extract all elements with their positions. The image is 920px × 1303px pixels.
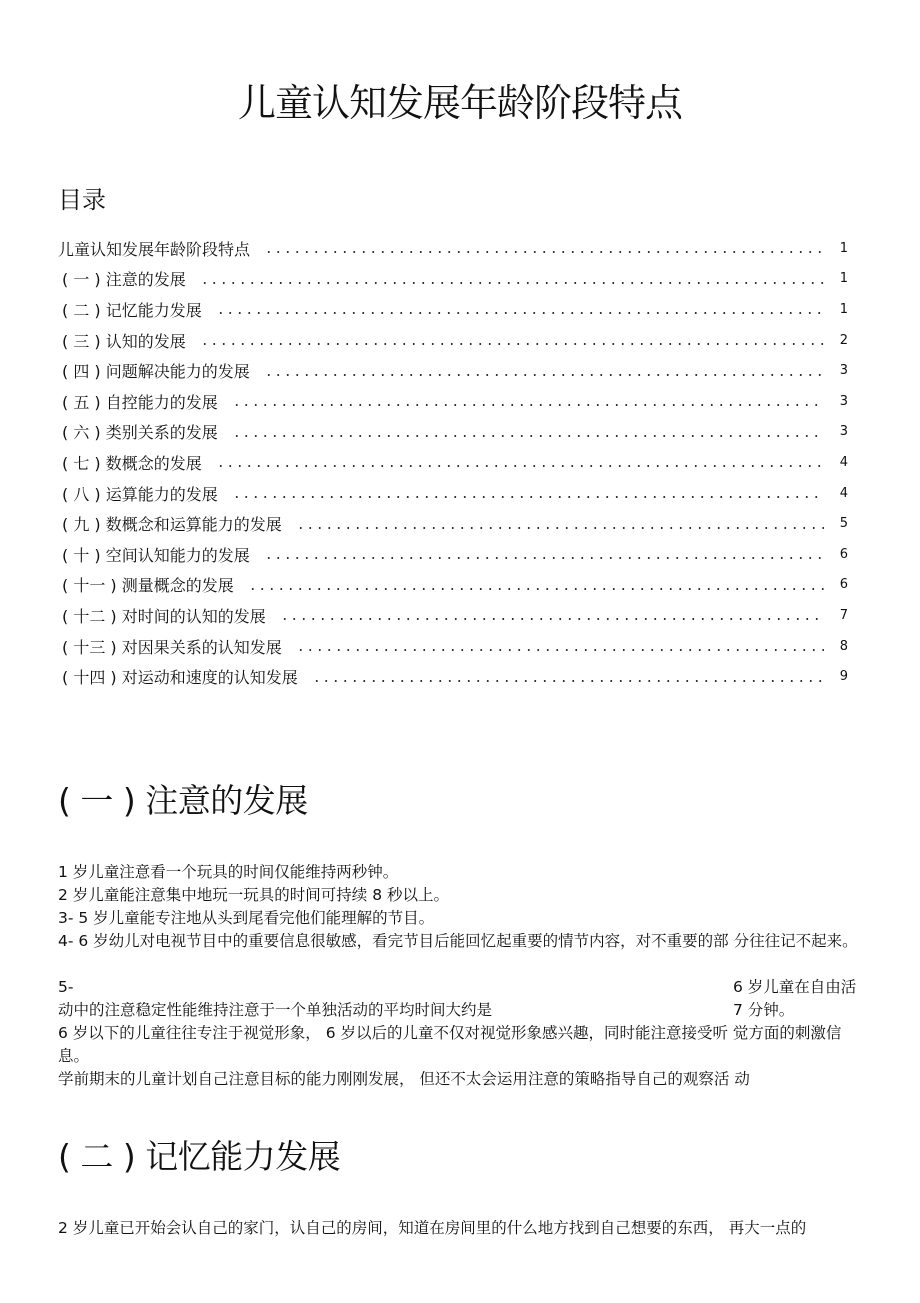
toc-entry-label: ( 三 ) 认知的发展 xyxy=(62,331,186,351)
toc-leader-dots xyxy=(200,343,824,345)
toc-entry[interactable] xyxy=(58,264,848,295)
toc-entry-page: 1 xyxy=(839,271,848,287)
toc-heading: 目录 xyxy=(58,186,106,214)
paragraph: 学前期末的儿童计划自己注意目标的能力刚刚发展， 但还不太会运用注意的策略指导自己的观察活 动 xyxy=(58,1070,750,1088)
toc-entry-label: ( 十四 ) 对运动和速度的认知发展 xyxy=(62,668,298,688)
paragraph-line xyxy=(58,999,863,1022)
toc-entry-page: 1 xyxy=(839,301,848,317)
toc-leader-dots xyxy=(264,251,824,253)
toc-entry[interactable] xyxy=(58,600,848,631)
toc-entry-page: 3 xyxy=(839,363,848,379)
toc-leader-dots xyxy=(216,465,824,467)
toc-entry-label: ( 十 ) 空间认知能力的发展 xyxy=(62,545,250,565)
toc-entry-label: ( 九 ) 数概念和运算能力的发展 xyxy=(62,515,282,535)
toc-entry-label: ( 十二 ) 对时间的认知的发展 xyxy=(62,606,266,626)
paragraph-fragment: 7 分钟。 xyxy=(733,1001,795,1019)
toc-entry[interactable] xyxy=(58,417,848,448)
toc-entry-page: 3 xyxy=(839,424,848,440)
toc-entry-label: ( 六 ) 类别关系的发展 xyxy=(62,423,218,443)
toc-entry-page: 4 xyxy=(839,485,848,501)
toc-entry-label: ( 十三 ) 对因果关系的认知发展 xyxy=(62,637,282,657)
toc-entry[interactable] xyxy=(58,233,848,264)
paragraph-fragment: 5- xyxy=(58,978,74,996)
paragraph: 2 岁儿童能注意集中地玩一玩具的时间可持续 8 秒以上。 xyxy=(58,886,450,904)
toc-entry-page: 2 xyxy=(839,332,848,348)
paragraph-line xyxy=(58,976,863,999)
paragraph-fragment: 动中的注意稳定性能维持注意于一个单独活动的平均时间大约是 xyxy=(58,1001,493,1019)
paragraph: 4- 6 岁幼儿对电视节目中的重要信息很敏感，看完节目后能回忆起重要的情节内容，对不重要的部 分往往记不起来。 xyxy=(58,932,858,950)
toc-leader-dots xyxy=(248,588,824,590)
toc-entry[interactable] xyxy=(58,631,848,662)
toc-leader-dots xyxy=(232,404,824,406)
toc-leader-dots xyxy=(264,374,824,376)
toc-entry[interactable] xyxy=(58,508,848,539)
toc-leader-dots xyxy=(264,557,824,559)
toc-entry-label: ( 四 ) 问题解决能力的发展 xyxy=(62,362,250,382)
toc-entry-page: 7 xyxy=(839,607,848,623)
toc-entry-label: ( 一 ) 注意的发展 xyxy=(62,270,186,290)
toc-entry-page: 6 xyxy=(839,546,848,562)
toc-entry[interactable] xyxy=(58,570,848,601)
toc-leader-dots xyxy=(232,496,824,498)
paragraph: 2 岁儿童已开始会认自己的家门，认自己的房间，知道在房间里的什么地方找到自己想要的东西， 再大一点的 xyxy=(58,1219,807,1237)
toc-entry[interactable] xyxy=(58,294,848,325)
toc-leader-dots xyxy=(200,282,824,284)
toc-entry[interactable] xyxy=(58,661,848,692)
toc-entry-label: ( 八 ) 运算能力的发展 xyxy=(62,484,218,504)
paragraph: 3- 5 岁儿童能专注地从头到尾看完他们能理解的节目。 xyxy=(58,909,435,927)
toc-entry-page: 3 xyxy=(839,393,848,409)
toc-leader-dots xyxy=(296,527,824,529)
toc-entry[interactable] xyxy=(58,539,848,570)
toc-leader-dots xyxy=(280,618,824,620)
toc-entry-label: 儿童认知发展年龄阶段特点 xyxy=(58,239,251,259)
document-title: 儿童认知发展年龄阶段特点 xyxy=(237,81,682,125)
toc-entry-label: ( 二 ) 记忆能力发展 xyxy=(62,300,202,320)
toc-entry-page: 4 xyxy=(839,454,848,470)
table-of-contents xyxy=(58,233,848,692)
toc-entry-page: 5 xyxy=(839,516,848,532)
toc-entry[interactable] xyxy=(58,478,848,509)
toc-entry-label: ( 七 ) 数概念的发展 xyxy=(62,453,202,473)
toc-entry-page: 1 xyxy=(839,240,848,256)
section-heading-memory: ( 二 ) 记忆能力发展 xyxy=(58,1137,341,1176)
paragraph-fragment: 6 岁儿童在自由活 xyxy=(733,978,857,996)
toc-entry-label: ( 五 ) 自控能力的发展 xyxy=(62,392,218,412)
toc-entry[interactable] xyxy=(58,447,848,478)
paragraph: 6 岁以下的儿童往往专注于视觉形象， 6 岁以后的儿童不仅对视觉形象感兴趣，同时能注意接受听 觉方面的刺激信息。 xyxy=(58,1024,842,1065)
toc-entry-page: 8 xyxy=(839,638,848,654)
toc-leader-dots xyxy=(216,312,824,314)
toc-entry[interactable] xyxy=(58,355,848,386)
toc-leader-dots xyxy=(312,680,824,682)
section-heading-attention: ( 一 ) 注意的发展 xyxy=(58,781,308,820)
toc-entry[interactable] xyxy=(58,325,848,356)
toc-entry-page: 6 xyxy=(839,577,848,593)
paragraph: 1 岁儿童注意看一个玩具的时间仅能维持两秒钟。 xyxy=(58,863,399,881)
toc-entry[interactable] xyxy=(58,386,848,417)
toc-entry-label: ( 十一 ) 测量概念的发展 xyxy=(62,576,234,596)
toc-leader-dots xyxy=(296,649,824,651)
toc-leader-dots xyxy=(232,435,824,437)
toc-entry-page: 9 xyxy=(839,669,848,685)
